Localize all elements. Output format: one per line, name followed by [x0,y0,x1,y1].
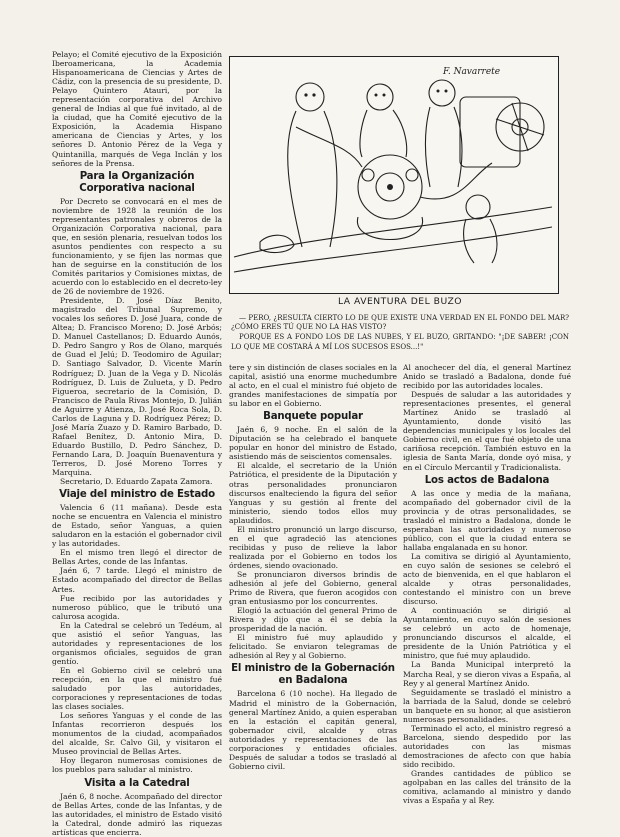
article-paragraph: La comitiva se dirigió al Ayuntamiento, en cuyo salón de sesiones se celebró el acto de bienvenida, en el que hablaron el alcalde y otras personalidades, contestando el ministro con un breve discurso. [403,551,571,607]
article-paragraph: El ministro fué muy aplaudido y felicitado. Se enviaron telegramas de adhesión al Rey y al Gobierno. [229,633,397,661]
article-paragraph: Jaén 6, 7 tarde. Llegó el ministro de Estado acompañado del director de Bellas Artes. [52,566,222,594]
heading-visita-catedral: Visita a la Catedral [84,777,190,789]
article-paragraph: A continuación se dirigió al Ayuntamiento, en cuyo salón de sesiones se celebró un acto de homenaje, pronunciando discursos el alcalde, el presidente de la Unión Patriótica y el ministro, que fué muy aplaudido. [403,606,571,661]
article-paragraph: En el Gobierno civil se celebró una recepción, en la que el ministro fué saludado por las autoridades, corporaciones y representaciones de todas las clases sociales. [52,665,222,712]
column-middle [229,363,397,830]
article-paragraph: tere y sin distinción de clases sociales en la capital, asistió una enorme muchedumbre al acto, en el cual el ministro fué objeto de grandes manifestaciones de simpatía por su labor en el Gobierno. [229,363,397,409]
article-paragraph: Elogió la actuación del general Primo de Rivera y dijo que a él se debía la prosperidad de la nación. [229,606,397,634]
article-paragraph: En la Catedral se celebró un Tedéum, al que asistió el señor Yanguas, las autoridades y representaciones de los organismos oficiales, seguidos de gran gentío. [52,620,222,666]
article-paragraph: Jaén 6, 8 noche. Acompañado del director de Bellas Artes, conde de las Infantas, y de las autoridades, el ministro de Estado visitó la Catedral, donde admiró las riquezas artísticas que encierra. [52,791,222,837]
article-paragraph: El ministro pronunció un largo discurso, en el que agradeció las atenciones recibidas y puso de relieve la labor realizada por el Gobierno en todos los órdenes, siendo ovacionado. [229,524,397,570]
article-paragraph: El alcalde, el secretario de la Unión Patriótica, el presidente de la Diputación y otras personalidades pronunciaron discursos enalteciendo la figura del señor Yanguas y su gestión al frente del ministerio, siendo todos ellos muy aplaudidos. [229,461,397,525]
article-paragraph: Se pronunciaron diversos brindis de adhesión al jefe del Gobierno, general Primo de Rivera, que fueron acogidos con gran entusiasmo por los concurrentes. [229,569,397,607]
article-paragraph: Secretario, D. Eduardo Zapata Zamora. [60,477,213,487]
artist-signature: F. Navarrete [443,67,501,77]
intro-paragraph: Pelayo; el Comité ejecutivo de la Exposición Iberoamericana, la Academia Hispanoamericana de Ciencias y Artes de Cádiz, con la presencia de su presidente, D. Pelayo Quintero Atauri, por la representación corporativa del Archivo general de Indias al que fué invitado, al de la ciudad, que ha Comité ejecutivo de la Exposición, la Academia Hispano americana de Ciencias y Artes, y los señores D. Antonio Pérez de la Vega y Quintanilla, marqués de Vega Inclán y los señores de la Prensa. [52,50,222,168]
heading-ministro-gobernacion: El ministro de la Gobernación en Badalona [231,663,395,687]
article-paragraph: Después de saludar a las autoridades y representaciones presentes, el general Martínez Anido se trasladó al Ayuntamiento, donde visitó las dependencias municipales y los locales del Gobierno civil, en el que fué objeto de una cariñosa recepción. También estuvo en la iglesia de Santa María, donde oyó misa, y en el Círculo Mercantil y Tradicionalista. [403,390,571,472]
article-paragraph: Los señores Yanguas y el conde de las Infantas recorrieron después los monumentos de la ciudad, acompañados del alcalde, Sr. Calvo Gil, y visitaron el Museo provincial de Bellas Artes. [52,711,222,757]
heading-organizacion-corporativa: Para la Organización Corporativa nacional [79,170,195,194]
article-paragraph: Fue recibido por las autoridades y numeroso público, que le tributó una calurosa acogida. [52,593,222,621]
article-paragraph: Terminado el acto, el ministro regresó a Barcelona, siendo despedido por las autoridades con las mismas demostraciones de afecto con que había sido recibido. [403,723,571,769]
article-paragraph: Valencia 6 (11 mañana). Desde esta noche se encuentra en Valencia el ministro de Estado, señor Yanguas, a quien saludaron en la estación el gobernador civil y las autoridades. [52,503,222,549]
heading-banquete-popular: Banquete popular [263,411,363,423]
cartoon-title: LA AVENTURA DEL BUZO [337,296,463,307]
cartoon-drawing [230,57,557,292]
column-right [403,363,571,830]
article-paragraph: Al anochecer del día, el general Martínez Anido se trasladó a Badalona, donde fué recibido por las autoridades locales. [403,363,571,391]
heading-actos-badalona: Los actos de Badalona [424,474,550,486]
article-paragraph: Por Decreto se convocará en el mes de noviembre de 1928 la reunión de los representantes patronales y obreros de la Organización Corporativa nacional, para que, en sesión plenaria, resuelvan todos los asuntos pendientes con respecto a su funcionamiento, y se fijen las normas que han de seguirse en la constitución de los Comités paritarios y Comisiones mixtas, de acuerdo con lo establecido en el decreto-ley de 26 de noviembre de 1926. [52,196,222,297]
article-paragraph: Barcelona 6 (10 noche). Ha llegado de Madrid el ministro de la Gobernación, general Martínez Anido, a quien esperaban en la estación el capitán general, gobernador civil, alcalde y otras autoridades y representaciones de las corporaciones y entidades oficiales. Después de saludar a todos se trasladó al Gobierno civil. [229,689,397,771]
article-paragraph: Presidente, D. José Díaz Benito, magistrado del Tribunal Supremo, y vocales los señores D. José Juara, conde de Altea; D. Francisco Moreno; D. José Arbós; D. Manuel Castellanos; D. Eduardo Aunós, D. Pedro Sangro y Ros de Olano, marqués de Guad el Jelú; D. Teodomiro de Aguilar; D. Santiago Salvador, D. Vicente Marín Rodríguez; D. Juan de la Vega y D. Nicolás Rodríguez, D. Luis de Zulueta, y D. Pedro Figueroa, secretario de la Comisión, D. Francisco de Paula Rivas Montejo, D. Julián de Aguirre y Atienza, D. José Roca Sola, D. Carlos de Laguna y D. Rodríguez Pérez; D. José María Zuazo y D. Ramiro Barbado, D. Rafael Benítez, D. Antonio Mira, D. Eduardo Bustillo, D. Pedro Sánchez, D. Fernando Lara, D. Joaquín Buenaventura y Terreros, D. José Moreno Torres y Marquina. [52,296,222,478]
article-paragraph: En el mismo tren llegó el director de Bellas Artes, conde de las Infantas. [52,548,222,567]
cartoon-caption [231,314,569,353]
cartoon-illustration [229,56,559,294]
caption-line-2: PORQUE ES A FONDO LOS DE LAS NUBES, Y EL BUZO, GRITANDO: "¡DE SABER! ¡CON LO QUE ME COSTARÁ A MÍ LOS SUCESOS ESOS...!" [231,333,569,351]
column-left [52,50,222,837]
article-paragraph: Seguidamente se trasladó el ministro a la barriada de la Salud, donde se celebró un banquete en su honor, al que asistieron numerosas personalidades. [403,687,571,724]
article-paragraph: La Banda Municipal interpretó la Marcha Real, y se dieron vivas a España, al Rey y al general Martínez Anido. [403,660,571,688]
article-paragraph: A las once y media de la mañana, acompañado del gobernador civil de la provincia y de otras personalidades, se trasladó el ministro a Badalona, donde le esperaban las autoridades y numeroso público, con el que la ciudad entera se hallaba engalanada en su honor. [403,488,571,552]
article-paragraph: Hoy llegaron numerosas comisiones de los pueblos para saludar al ministro. [52,756,222,775]
article-paragraph: Jaén 6, 9 noche. En el salón de la Diputación se ha celebrado el banquete popular en honor del ministro de Estado, asistiendo más de seiscientos comensales. [229,425,397,462]
heading-viaje-ministro: Viaje del ministro de Estado [59,489,215,501]
article-paragraph: Grandes cantidades de público se agolpaban en las calles del tránsito de la comitiva, aclamando al ministro y dando vivas a España y al Rey. [403,769,571,806]
caption-line-1: — PERO, ¿RESULTA CIERTO LO DE QUE EXISTE UNA VERDAD EN EL FONDO DEL MAR? ¿CÓMO ERES TÚ QUE NO LA HAS VISTO? [231,314,569,332]
